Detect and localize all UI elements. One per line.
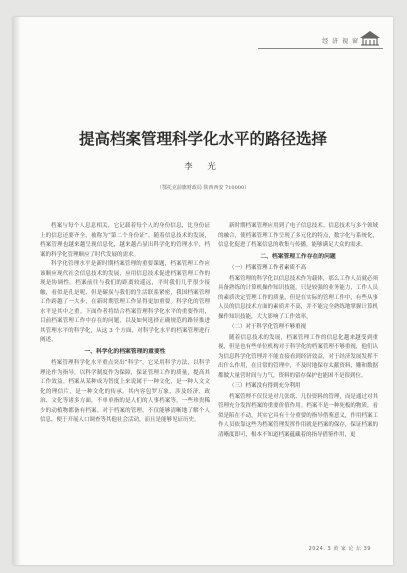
paragraph: 新时期档案管理应用到了电子信息技术。信息技术与多个领域的融合，使档案管理工作呈现了多元化的特点，数字化与系统化，信息化促进了档案信息的收集与传播，能够满足大众的需求。 — [218, 223, 378, 248]
paragraph: 档案管理的科学化以信息技术作为载体，那么工作人员就必须具备熟练的计算机操作知识技能。只是较强的业务能力，工作人员的素质决定管理工作的质量。但是在实际的管理工作中，有些从事人员的信息技术方面的素质并不高，并不能完全熟练地掌握计算机操作知识技能，大大影响了工作效率。 — [218, 275, 378, 320]
paragraph: 档案管理不仅仅是对几张纸、几份资料的管理，而是通过对其管理充分发挥档案的重要价值作用。档案不是一种死板的物质，看似是陷在不动，其实它具有十分重要的指导借鉴意义，作用档案工作人员依靠这些为档案管理发挥作用就是档案的保存，保证档案的清晰度即可，根本不知道档案蕴藏着的指导借鉴作用，更 — [218, 393, 378, 438]
page-fold-shadow — [13, 17, 21, 565]
author-affiliation: （鄂托克前旗财政局 陕西西安 710000） — [156, 185, 250, 191]
subsection-heading: （三）档案没有得到充分利用 — [229, 383, 301, 389]
column-tag: 经 济 视 窗 — [322, 38, 359, 45]
paragraph: 档案与每个人息息相关，它记载着每个人的身份信息，比身份证上的信息还要齐全，被称为“第二个身份证”。随着信息技术的发展，档案管理也越来越呈现信息化，越来越凸显出科学化的管理水平，档案的科学化管理顺应了时代发展的需求。 — [40, 223, 210, 258]
header-rule — [258, 48, 383, 49]
page-footer: 2024. 3 黄 家 论 坛 39 — [308, 546, 371, 552]
paragraph: 随着信息技术的发展，档案管理工作的信息化越来越受到重视，但是也有些单位机构对于科学化的档案管理不够重视，他们认为信息科学化管理并不能直接看到经济效益，对于经济发展发挥不出什么作用，在日常的管理中，不及时地保存太献资料，雕和数据都做大量营时间与力气，资料的留存保护也能困不是很到位。 — [218, 334, 378, 379]
right-column — [218, 222, 378, 440]
paragraph: 档案管理科学化水平重点突出“科学”，它采用科学方法，以科学理论作为指导，以科学制度作为保障，保证管理工作的质量，提高其工作效益。档案从某种成为智度上来说属于一种文化，是一种人文文化的理信片，是一种文化的传承。其内容包罗万象，涉及经济、政治、文化等诸多方面，不单单指的是人们的人事档案等，一些珍贵稀少的动植物都备有档案。对于档案的管理，不仅能够清晰地了解个人信息，便于开展人口调查等其他社会活动，而且是能够见证历史。 — [40, 360, 210, 423]
paragraph: 科学化管理水平是新时期档案管理的重要课题，档案管理工作应该顺应现代社会信息技术的发展，应用信息技术促进档案管理工作的现是协调性。档案前往与我们的距离较遥远，平时我们几乎很少接触，看似是孔是呢，但是碳炭与我们的生活联系紧密，我国档案管理工作跨越了一大步，在新时期管理工作显得更加重要。科学化的管理水平是其中之重。下面作者将结合档案管理科学化水平的重要作用，目前档案管理工作中存在的问题，以及如何选择正确规范的路径推进其管理水平的科学化，从这 3 个方面，对科学化水平的档案管理进行阐述。 — [40, 261, 210, 343]
left-column — [40, 222, 210, 426]
section-heading: 二、档案管理工作存在的问题 — [260, 253, 336, 260]
section-heading: 一、科学化的档案管理的重要性 — [84, 348, 166, 355]
journal-logo-icon — [359, 29, 381, 47]
subsection-heading: （二）对于科学化管理不够重视 — [229, 324, 307, 330]
journal-page — [13, 17, 393, 565]
article-author: 李 光 — [184, 162, 222, 172]
subsection-heading: （一）档案管理工作者素质不高 — [229, 265, 307, 271]
article-title: 提高档案管理科学化水平的路径选择 — [78, 130, 327, 148]
